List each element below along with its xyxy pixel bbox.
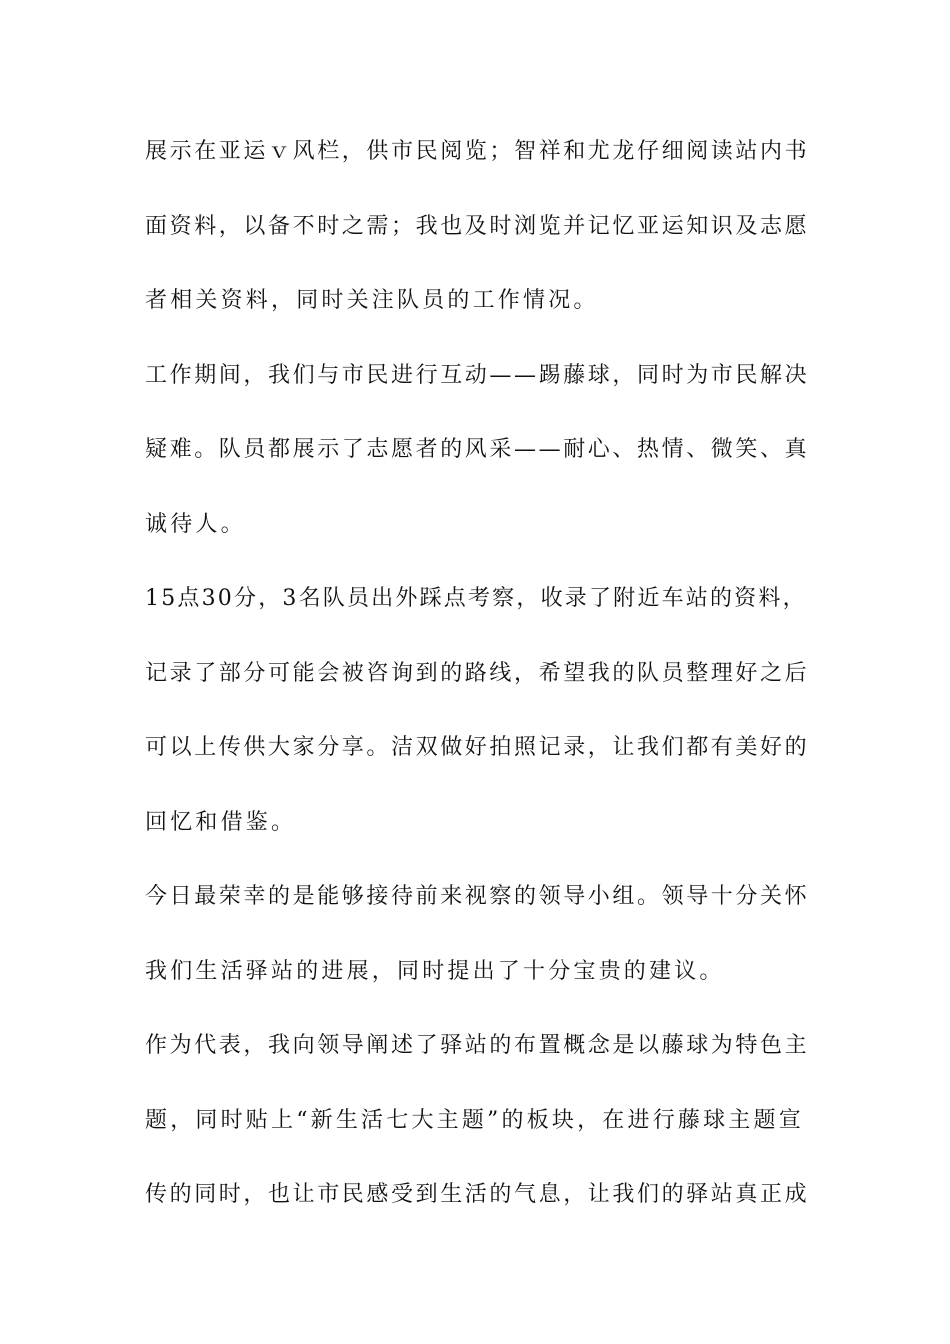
text-line: 题，同时贴上“新生活七大主题”的板块，在进行藤球主题宣 xyxy=(145,1107,804,1133)
text-line: 可以上传供大家分享。洁双做好拍照记录，让我们都有美好的 xyxy=(145,735,810,760)
text-line: 回忆和借鉴。 xyxy=(145,809,297,835)
text-line: 工作期间，我们与市民进行互动——踢藤球，同时为市民解决 xyxy=(145,362,810,388)
text-line: 作为代表，我向领导阐述了驿站的布置概念是以藤球为特色主 xyxy=(145,1033,810,1058)
text-line: 记录了部分可能会被咨询到的路线，希望我的队员整理好之后 xyxy=(145,660,810,686)
text-line: 我们生活驿站的进展，同时提出了十分宝贵的建议。 xyxy=(145,958,725,984)
text-line: 者相关资料，同时关注队员的工作情况。 xyxy=(145,288,599,313)
text-line: 15点30分，3名队员出外踩点考察，收录了附近车站的资料， xyxy=(145,586,807,611)
text-line: 疑难。队员都展示了志愿者的风采——耐心、热情、微笑、真 xyxy=(145,437,810,462)
text-line: 面资料，以备不时之需；我也及时浏览并记忆亚运知识及志愿 xyxy=(145,213,810,239)
text-line: 展示在亚运ｖ风栏，供市民阅览；智祥和尤龙仔细阅读站内书 xyxy=(145,139,810,164)
document-body xyxy=(145,130,810,1248)
text-line: 今日最荣幸的是能够接待前来视察的领导小组。领导十分关怀 xyxy=(145,884,810,909)
text-line: 诚待人。 xyxy=(145,511,246,537)
text-line: 传的同时，也让市民感受到生活的气息，让我们的驿站真正成 xyxy=(145,1182,810,1207)
